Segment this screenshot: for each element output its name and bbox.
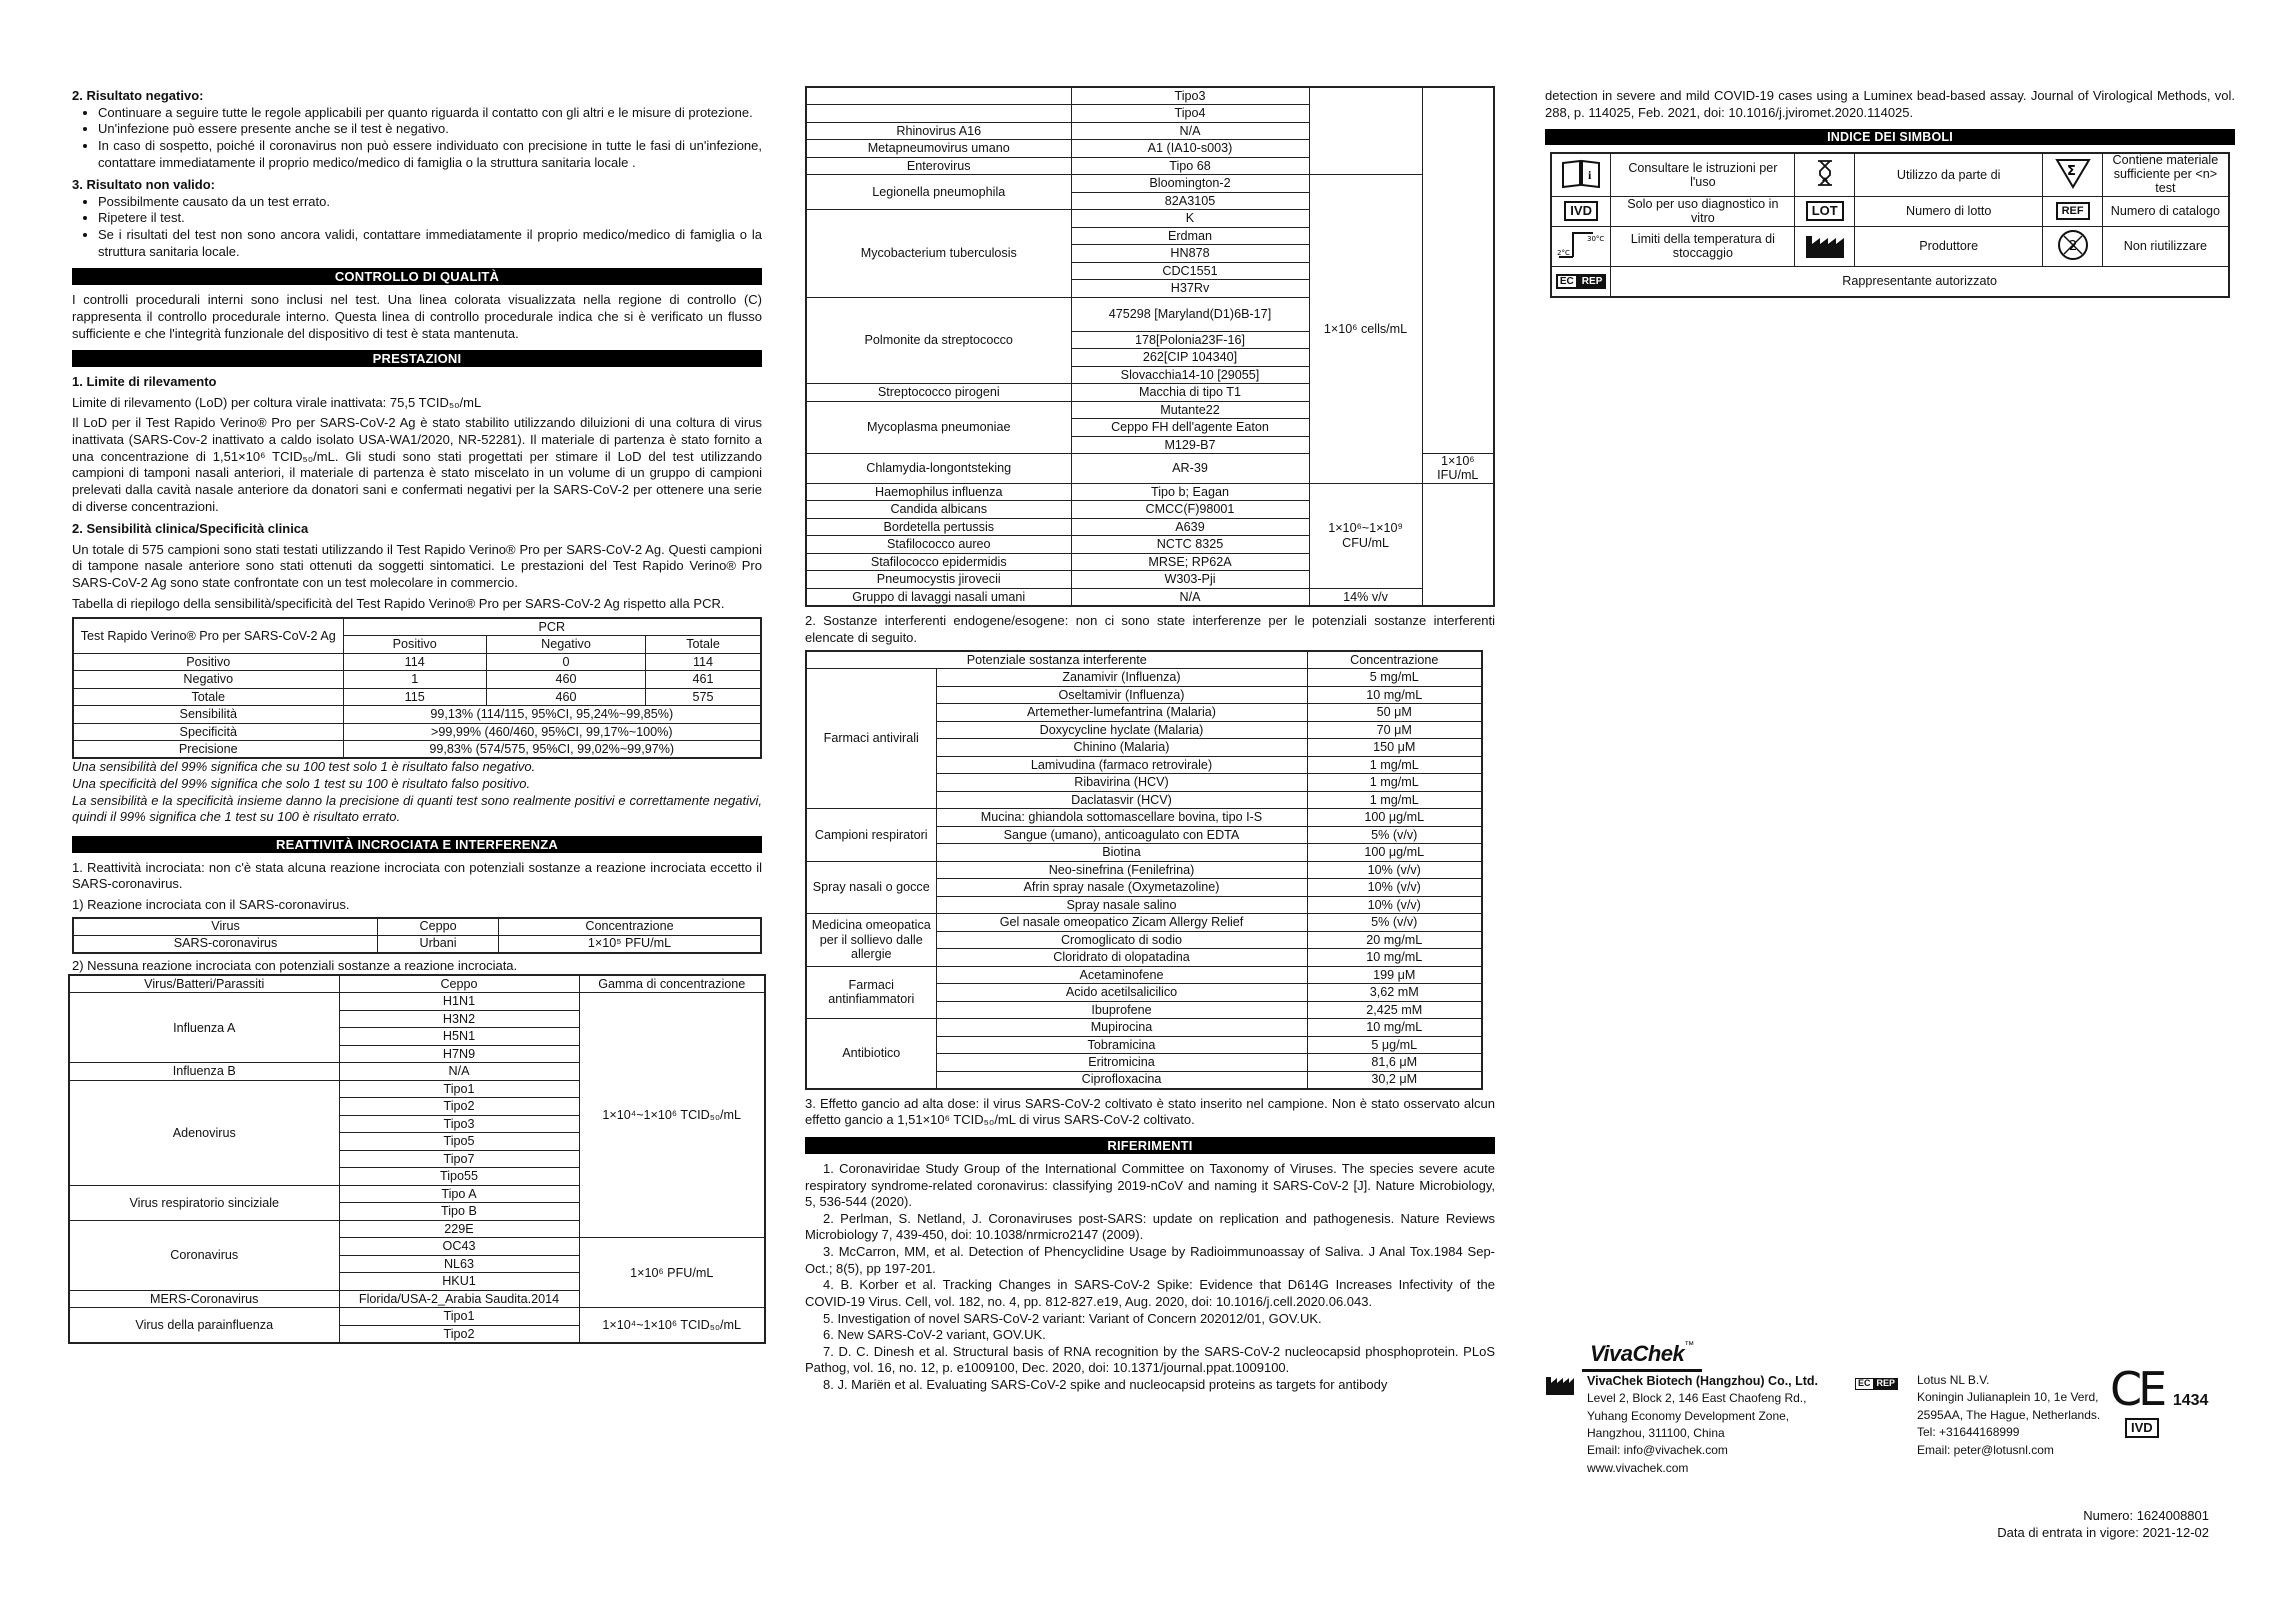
cell: Tipo A — [339, 1185, 579, 1203]
cell: 99,83% (574/575, 95%CI, 99,02%~99,97%) — [343, 741, 761, 759]
email: Email: peter@lotusnl.com — [1917, 1442, 2054, 1457]
ec-rep-icon — [1551, 267, 1611, 297]
cell: 1×10⁴~1×10⁶ TCID₅₀/mL — [579, 1308, 765, 1343]
cell: Cromoglicato di sodio — [936, 931, 1307, 949]
cell: 5 μg/mL — [1307, 1036, 1482, 1054]
cell: Ibuprofene — [936, 1001, 1307, 1019]
cell: 3,62 mM — [1307, 984, 1482, 1002]
cell: 10% (v/v) — [1307, 896, 1482, 914]
cell: Florida/USA-2_Arabia Saudita.2014 — [339, 1290, 579, 1308]
column-header: Negativo — [486, 636, 645, 654]
sensitivity-text: Un totale di 575 campioni sono stati testati utilizzando il Test Rapido Verino® Pro per SARS-CoV-2 Ag. Questi campioni di tampone nasale anteriore sono stati ottenuti da soggetti sintomatici. Le prestazioni del Test Rapido Verino® Pro SARS-CoV-2 Ag sono state confrontate con un test molecolare in commercio. — [72, 541, 762, 590]
rep-glyph: REP — [1874, 1378, 1899, 1390]
cell: W303-Pji — [1071, 571, 1309, 589]
factory-logo-icon — [1545, 1372, 1575, 1401]
cell: 100 μg/mL — [1307, 844, 1482, 862]
column-header: Gamma di concentrazione — [579, 975, 765, 993]
cell: 114 — [646, 653, 761, 671]
cell: 5% (v/v) — [1307, 914, 1482, 932]
temp-high: 30°C — [1587, 234, 1605, 243]
cell: 1 mg/mL — [1307, 791, 1482, 809]
symbols-header: INDICE DEI SIMBOLI — [1545, 129, 2235, 145]
cell: NL63 — [339, 1255, 579, 1273]
group-name: Polmonite da streptococco — [806, 297, 1071, 384]
document-number: Numero: 1624008801 — [2083, 1508, 2209, 1523]
references-header: RIFERIMENTI — [805, 1137, 1495, 1154]
table-row — [806, 809, 1482, 827]
note: La sensibilità e la specificità insieme danno la precisione di quanti test sono realmente positivi e correttamente negativi, quindi il 99% significa che 1 test su 100 è risultato errato. — [72, 792, 762, 825]
negative-result-title: 2. Risultato negativo: — [72, 88, 204, 103]
cell: Metapneumovirus umano — [806, 140, 1071, 158]
group-name: Pneumocystis jirovecii — [806, 571, 1071, 589]
cell: Tipo7 — [339, 1150, 579, 1168]
group-name: Campioni respiratori — [806, 809, 936, 862]
table-row — [73, 688, 761, 706]
column-header: Totale — [646, 636, 761, 654]
cross-intro: 1. Reattività incrociata: non c'è stata alcuna reazione incrociata con potenziali sostanze a reazione incrociata eccetto il SARS-coronavirus. — [72, 859, 762, 892]
book-icon — [1551, 153, 1611, 196]
symbol-label: Non riutilizzare — [2102, 226, 2229, 266]
cell: 30,2 μM — [1307, 1071, 1482, 1089]
group-name: Mycoplasma pneumoniae — [806, 401, 1071, 454]
vivachek-logo — [1590, 1340, 1702, 1372]
group-name: Farmaci antinfiammatori — [806, 966, 936, 1019]
table-row — [73, 935, 761, 953]
column-3 — [1545, 84, 2235, 298]
table-row — [806, 966, 1482, 984]
column-1 — [72, 88, 762, 1344]
cell: Afrin spray nasale (Oxymetazoline) — [936, 879, 1307, 897]
cell: 5 mg/mL — [1307, 669, 1482, 687]
cell — [1309, 87, 1422, 175]
group-name: Candida albicans — [806, 501, 1071, 519]
group-name: MERS-Coronavirus — [69, 1290, 339, 1308]
reference: 7. D. C. Dinesh et al. Structural basis of RNA recognition by the SARS-CoV-2 nucleocapsid phosphoprotein. PLoS Pathog, vol. 16, no. 12, p. e1009100, Dec. 2020, doi: 10.1371/journal.ppat.1009100. — [805, 1343, 1495, 1376]
cell: Cloridrato di olopatadina — [936, 949, 1307, 967]
sigma-icon — [2043, 153, 2102, 196]
references-list — [805, 1161, 1495, 1394]
cell: Bloomington-2 — [1071, 175, 1309, 193]
cell: 229E — [339, 1220, 579, 1238]
manufacturer-block — [1587, 1372, 1818, 1477]
cell: Rhinovirus A16 — [806, 122, 1071, 140]
cell: Mupirocina — [936, 1019, 1307, 1037]
cell: 14% v/v — [1309, 588, 1422, 606]
rep-name: Lotus NL B.V. — [1917, 1373, 1990, 1387]
rep-glyph: REP — [1578, 274, 1607, 289]
cell: 10 mg/mL — [1307, 949, 1482, 967]
cell: N/A — [339, 1063, 579, 1081]
cell: >99,99% (460/460, 95%CI, 99,17%~100%) — [343, 723, 761, 741]
group-name: Chlamydia-longontsteking — [806, 454, 1071, 484]
list-item: • Continuare a seguire tutte le regole applicabili per quanto riguarda il contatto con gli altri e le misure di protezione. — [98, 105, 762, 122]
cell: N/A — [1071, 588, 1309, 606]
table-row — [806, 1019, 1482, 1037]
svg-text:2: 2 — [2068, 238, 2077, 254]
performance-header: PRESTAZIONI — [72, 350, 762, 367]
cell: 1×10⁴~1×10⁶ TCID₅₀/mL — [579, 993, 765, 1238]
table-row — [73, 706, 761, 724]
group-name: Haemophilus influenza — [806, 483, 1071, 501]
group-name: Virus della parainfluenza — [69, 1308, 339, 1343]
cell: Tipo2 — [339, 1098, 579, 1116]
quality-control-text: I controlli procedurali interni sono inclusi nel test. Una linea colorata visualizzata nella regione di controllo (C) rappresenta il controllo procedurale interno. Questa linea di controllo procedurale indica che si è verificato un flusso sufficiente e che l'integrità funzionale del dispositivo di test è stata mantenuta. — [72, 292, 762, 341]
ce-glyph: CE — [2110, 1362, 2164, 1416]
cell: Erdman — [1071, 227, 1309, 245]
cell: Sangue (umano), anticoagulato con EDTA — [936, 826, 1307, 844]
note: Una specificità del 99% significa che solo 1 test su 100 è risultato falso positivo. — [72, 775, 531, 791]
cell: SARS-coronavirus — [73, 935, 378, 953]
cell: Tipo 68 — [1071, 157, 1309, 175]
column-header: Positivo — [343, 636, 486, 654]
cell: 150 μM — [1307, 739, 1482, 757]
symbol-label: Consultare le istruzioni per l'uso — [1611, 153, 1795, 196]
cell: 115 — [343, 688, 486, 706]
cell: 460 — [486, 688, 645, 706]
reference: 5. Investigation of novel SARS-CoV-2 variant: Variant of Concern 202012/01, GOV.UK. — [823, 1310, 1322, 1326]
group-name: Medicina omeopatica per il sollievo dalle allergie — [806, 914, 936, 967]
group-name: Stafilococco epidermidis — [806, 553, 1071, 571]
cell: 10 mg/mL — [1307, 1019, 1482, 1037]
group-name: Streptococco pirogeni — [806, 384, 1071, 402]
cell: Tipo1 — [339, 1080, 579, 1098]
cell: 70 μM — [1307, 721, 1482, 739]
group-name: Adenovirus — [69, 1080, 339, 1185]
ivd-glyph: IVD — [1564, 201, 1598, 221]
cell: 1×10⁶ cells/mL — [1309, 175, 1422, 484]
cell: Zanamivir (Influenza) — [936, 669, 1307, 687]
ec-rep-badge-icon — [1855, 1374, 1898, 1391]
manufacturer-name: VivaChek Biotech (Hangzhou) Co., Ltd. — [1587, 1374, 1819, 1388]
table-row — [73, 741, 761, 759]
cell: 114 — [343, 653, 486, 671]
cell: Eritromicina — [936, 1054, 1307, 1072]
group-name: Bordetella pertussis — [806, 518, 1071, 536]
table-row — [73, 653, 761, 671]
trademark: ™ — [1684, 1340, 1695, 1351]
temp-low: 2°C — [1557, 248, 1570, 257]
column-header: Concentrazione — [1307, 651, 1482, 669]
cell: 575 — [646, 688, 761, 706]
group-name: Mycobacterium tuberculosis — [806, 210, 1071, 298]
lot-glyph: LOT — [1806, 201, 1844, 221]
group-name: Stafilococco aureo — [806, 536, 1071, 554]
reference-continued: detection in severe and mild COVID-19 cases using a Luminex bead-based assay. Journal of Virological Methods, vol. 288, p. 114025, Feb. 2021, doi: 10.1016/j.jviromet.2020.114025. — [1545, 88, 2235, 120]
cross-sub-2: 2) Nessuna reazione incrociata con potenziali sostanze a reazione incrociata. — [72, 957, 518, 973]
cell: Negativo — [73, 671, 343, 689]
cell: 262[CIP 104340] — [1071, 349, 1309, 367]
cell: H1N1 — [339, 993, 579, 1011]
factory-icon — [1795, 226, 1854, 266]
invalid-result-list — [98, 194, 762, 261]
cell: Positivo — [73, 653, 343, 671]
sensitivity-title: 2. Sensibilità clinica/Specificità clinica — [72, 521, 309, 537]
reference: 1. Coronaviridae Study Group of the International Committee on Taxonomy of Viruses. The species severe acute respiratory syndrome-related coronavirus: classifying 2019-nCoV and naming it SARS-CoV-2 [J]. Nature Microbiology, 5, 536-544 (2020). — [805, 1160, 1495, 1210]
cell: Sensibilità — [73, 706, 343, 724]
brand-name: VivaChek — [1590, 1341, 1685, 1366]
cell: Doxycycline hyclate (Malaria) — [936, 721, 1307, 739]
symbol-label: Numero di catalogo — [2102, 196, 2229, 226]
cell: MRSE; RP62A — [1071, 553, 1309, 571]
column-header: Potenziale sostanza interferente — [806, 651, 1307, 669]
cell: 1 — [343, 671, 486, 689]
cell: H7N9 — [339, 1045, 579, 1063]
list-item: • Se i risultati del test non sono ancora validi, contattare immediatamente il proprio medico/medico di famiglia o la struttura sanitaria locale. — [98, 227, 762, 260]
interference-intro: 2. Sostanze interferenti endogene/esogene: non ci sono state interferenze per le potenziali sostanze interferenti elencate di seguito. — [805, 612, 1495, 645]
cell: CDC1551 — [1071, 262, 1309, 280]
cell: 460 — [486, 671, 645, 689]
cell: 5% (v/v) — [1307, 826, 1482, 844]
hook-effect-text: 3. Effetto gancio ad alta dose: il virus SARS-CoV-2 coltivato è stato inserito nel campione. Non è stato osservato alcun effetto gancio a 1,51×10⁶ TCID₅₀/mL di virus SARS-CoV-2 coltivato. — [805, 1095, 1495, 1128]
group-name: Virus respiratorio sinciziale — [69, 1185, 339, 1220]
cell: 1×10⁶ PFU/mL — [579, 1238, 765, 1308]
cell: K — [1071, 210, 1309, 228]
group-name: Spray nasali o gocce — [806, 861, 936, 914]
cell: 81,6 μM — [1307, 1054, 1482, 1072]
reference: 3. McCarron, MM, et al. Detection of Phencyclidine Usage by Radioimmunoassay of Saliva. J Anal Tox.1984 Sep-Oct.; 8(5), pp 197-201. — [805, 1244, 1495, 1276]
reference: 4. B. Korber et al. Tracking Changes in SARS-CoV-2 Spike: Evidence that D614G Increases Infectivity of the COVID-19 Virus. Cell, vol. 182, no. 4, pp. 812-827.e19, Aug. 2020, doi: 10.1016/j.cell.2020.06.043. — [805, 1277, 1495, 1309]
ref-glyph: REF — [2056, 202, 2090, 220]
group-name: Legionella pneumophila — [806, 175, 1071, 210]
table-row — [806, 669, 1482, 687]
pcr-header: PCR — [343, 618, 761, 636]
cross-reactivity-table — [68, 974, 766, 1344]
cross-reactivity-table-cont — [805, 86, 1495, 607]
cell: Tipo3 — [339, 1115, 579, 1133]
symbol-label: Limiti della temperatura di stoccaggio — [1611, 226, 1795, 266]
website: www.vivachek.com — [1587, 1460, 1689, 1475]
cell: Biotina — [936, 844, 1307, 862]
cross-sub-1: 1) Reazione incrociata con il SARS-coronavirus. — [72, 897, 350, 912]
cell: 2,425 mM — [1307, 1001, 1482, 1019]
effective-date: Data di entrata in vigore: 2021-12-02 — [1997, 1524, 2209, 1540]
cell: 1×10⁵ PFU/mL — [499, 935, 761, 953]
ce-mark — [2110, 1360, 2208, 1419]
reference: 8. J. Mariën et al. Evaluating SARS-CoV-2 spike and nucleocapsid proteins as targets for antibody — [823, 1377, 1388, 1393]
column-header: Ceppo — [339, 975, 579, 993]
cell: Tipo B — [339, 1203, 579, 1221]
cell: H5N1 — [339, 1028, 579, 1046]
column-header: Ceppo — [378, 918, 499, 936]
symbol-label: Contiene materiale sufficiente per <n> test — [2102, 153, 2229, 196]
cell — [806, 87, 1071, 105]
address-line: Level 2, Block 2, 146 East Chaofeng Rd., — [1587, 1391, 1807, 1406]
quality-control-header: CONTROLLO DI QUALITÀ — [72, 268, 762, 285]
cell: AR-39 — [1071, 454, 1309, 484]
group-name: Influenza B — [69, 1063, 339, 1081]
cell: Lamivudina (farmaco retrovirale) — [936, 756, 1307, 774]
cell: 1×10⁶~1×10⁹ CFU/mL — [1309, 483, 1422, 588]
symbol-label: Solo per uso diagnostico in vitro — [1611, 196, 1795, 226]
document-info — [1997, 1508, 2209, 1542]
symbol-label: Numero di lotto — [1854, 196, 2043, 226]
symbol-label: Utilizzo da parte di — [1854, 153, 2043, 196]
cell: H37Rv — [1071, 280, 1309, 298]
note: Una sensibilità del 99% significa che su 100 test solo 1 è risultato falso negativo. — [72, 759, 536, 775]
cell: Tipo4 — [1071, 105, 1309, 123]
cell: 10% (v/v) — [1307, 879, 1482, 897]
column-header: Virus/Batteri/Parassiti — [69, 975, 339, 993]
cell: Oseltamivir (Influenza) — [936, 686, 1307, 704]
cell: 1 mg/mL — [1307, 774, 1482, 792]
group-name: Coronavirus — [69, 1220, 339, 1290]
temperature-icon — [1551, 226, 1611, 266]
cell: Spray nasale salino — [936, 896, 1307, 914]
table-row — [73, 723, 761, 741]
authorized-rep-block — [1917, 1372, 2100, 1459]
cell: Specificità — [73, 723, 343, 741]
group-name: Gruppo di lavaggi nasali umani — [806, 588, 1071, 606]
negative-result-list — [98, 105, 762, 172]
group-name: Antibiotico — [806, 1019, 936, 1089]
cell: 475298 [Maryland(D1)6B-17] — [1071, 297, 1309, 331]
cell: 461 — [646, 671, 761, 689]
lod-title: 1. Limite di rilevamento — [72, 374, 217, 390]
symbols-table — [1550, 152, 2230, 297]
cell: Tobramicina — [936, 1036, 1307, 1054]
cell: A639 — [1071, 518, 1309, 536]
list-item: • Ripetere il test. — [98, 210, 762, 227]
cell — [806, 105, 1071, 123]
cell: Tipo5 — [339, 1133, 579, 1151]
sars-table — [72, 917, 762, 954]
symbol-label: Rappresentante autorizzato — [1611, 267, 2229, 297]
cell: 0 — [486, 653, 645, 671]
cell: Tipo1 — [339, 1308, 579, 1326]
cell: Neo-sinefrina (Fenilefrina) — [936, 861, 1307, 879]
column-header: Virus — [73, 918, 378, 936]
ec-glyph: EC — [1855, 1378, 1874, 1390]
cell: HKU1 — [339, 1273, 579, 1291]
email: Email: info@vivachek.com — [1587, 1443, 1728, 1458]
cell: 199 μM — [1307, 966, 1482, 984]
ec-glyph: EC — [1556, 274, 1578, 289]
list-item: • Possibilmente causato da un test errato. — [98, 194, 762, 211]
reference: 6. New SARS-CoV-2 variant, GOV.UK. — [823, 1327, 1046, 1343]
sigma-glyph: Σ — [2066, 164, 2076, 180]
column-header: Concentrazione — [499, 918, 761, 936]
cell: CMCC(F)98001 — [1071, 501, 1309, 519]
table-row — [806, 861, 1482, 879]
cell: 1 mg/mL — [1307, 756, 1482, 774]
table-row — [806, 914, 1482, 932]
symbol-label: Produttore — [1854, 226, 2043, 266]
cell: A1 (IA10-s003) — [1071, 140, 1309, 158]
lod-line: Limite di rilevamento (LoD) per coltura virale inattivata: 75,5 TCID₅₀/mL — [72, 394, 482, 410]
svg-text:i: i — [1588, 168, 1592, 183]
cell: Ribavirina (HCV) — [936, 774, 1307, 792]
cell: Tipo2 — [339, 1325, 579, 1343]
notified-body-number: 1434 — [2172, 1392, 2209, 1409]
group-name: Farmaci antivirali — [806, 669, 936, 809]
cell: Totale — [73, 688, 343, 706]
cell: 50 μM — [1307, 704, 1482, 722]
interference-table — [805, 650, 1483, 1090]
cell: Acido acetilsalicilico — [936, 984, 1307, 1002]
table-row — [73, 671, 761, 689]
cell: 10 mg/mL — [1307, 686, 1482, 704]
cell: 178[Polonia23F-16] — [1071, 331, 1309, 349]
cross-reactivity-header: REATTIVITÀ INCROCIATA E INTERFERENZA — [72, 836, 762, 853]
cell: N/A — [1071, 122, 1309, 140]
cell: Daclatasvir (HCV) — [936, 791, 1307, 809]
cell: 10% (v/v) — [1307, 861, 1482, 879]
hourglass-icon — [1795, 153, 1854, 196]
ivd-mark-icon — [2125, 1418, 2159, 1438]
list-item: • In caso di sospetto, poiché il coronavirus non può essere individuato con precisione in tutte le fasi di un'infezione, contattare immediatamente il proprio medico/medico di famiglia o la struttura sanitaria locale . — [98, 138, 762, 171]
lot-icon — [1795, 196, 1854, 226]
cell: H3N2 — [339, 1010, 579, 1028]
column-2 — [805, 86, 1495, 1394]
address-line: Koningin Julianaplein 10, 1e Verd, — [1917, 1390, 2099, 1405]
cell: Mucina: ghiandola sottomascellare bovina, tipo I-S — [936, 809, 1307, 827]
ivd-icon — [1551, 196, 1611, 226]
cell: Mutante22 — [1071, 401, 1309, 419]
cell: M129-B7 — [1071, 436, 1309, 454]
cell: Tipo b; Eagan — [1071, 483, 1309, 501]
reference: 2. Perlman, S. Netland, J. Coronaviruses post-SARS: update on replication and pathogenesis. Nature Reviews Microbiology 7, 439-450, doi: 10.1038/nrmicro2147 (2009). — [805, 1210, 1495, 1243]
cell: Artemether-lumefantrina (Malaria) — [936, 704, 1307, 722]
address-line: Hangzhou, 311100, China — [1587, 1425, 1725, 1440]
cell: 82A3105 — [1071, 192, 1309, 210]
ivd-glyph: IVD — [2125, 1418, 2159, 1438]
cell: Precisione — [73, 741, 343, 759]
cell: HN878 — [1071, 245, 1309, 263]
no-reuse-icon — [2043, 226, 2102, 266]
cell: OC43 — [339, 1238, 579, 1256]
lod-text: Il LoD per il Test Rapido Verino® Pro per SARS-CoV-2 Ag è stato stabilito utilizzando diluizioni di una coltura di virus inattivata (SARS-Cov-2 inattivato a caldo isolato USA-WA1/2020, NR-52281). Il materiale di partenza è stato fornito a una concentrazione di 1,51×10⁶ TCID₅₀/mL. Gli studi sono stati progettati per stimare il LoD del test utilizzando campioni di tamponi nasali anteriori, il materiale di partenza è stato miscelato in un volume di un gruppo di campioni prelevati dalla cavità nasale anteriore da donatori sani e confermati negativi per la SARS-CoV-2 per ottenere una serie di diverse concentrazioni. — [72, 415, 762, 514]
cell: Macchia di tipo T1 — [1071, 384, 1309, 402]
cell: NCTC 8325 — [1071, 536, 1309, 554]
cell: Slovacchia14-10 [29055] — [1071, 366, 1309, 384]
cell: 20 mg/mL — [1307, 931, 1482, 949]
address-line: Yuhang Economy Development Zone, — [1587, 1408, 1790, 1423]
cell: Acetaminofene — [936, 966, 1307, 984]
cell: Chinino (Malaria) — [936, 739, 1307, 757]
group-name: Influenza A — [69, 993, 339, 1063]
cell: Urbani — [378, 935, 499, 953]
cell: Tipo3 — [1071, 87, 1309, 105]
cell: Gel nasale omeopatico Zicam Allergy Relief — [936, 914, 1307, 932]
cell: 99,13% (114/115, 95%CI, 95,24%~99,85%) — [343, 706, 761, 724]
cell: 100 μg/mL — [1307, 809, 1482, 827]
cell: 1×10⁶ IFU/mL — [1422, 454, 1494, 484]
phone: Tel: +31644168999 — [1917, 1425, 2020, 1440]
cell: Tipo55 — [339, 1168, 579, 1186]
cell: Ciprofloxacina — [936, 1071, 1307, 1089]
sensitivity-table-intro: Tabella di riepilogo della sensibilità/specificità del Test Rapido Verino® Pro per SARS-CoV-2 Ag rispetto alla PCR. — [72, 595, 725, 611]
ref-icon — [2043, 196, 2102, 226]
address-line: 2595AA, The Hague, Netherlands. — [1917, 1407, 2101, 1422]
invalid-result-title: 3. Risultato non valido: — [72, 177, 216, 193]
list-item: • Un'infezione può essere presente anche se il test è negativo. — [98, 121, 762, 138]
cell: Enterovirus — [806, 157, 1071, 175]
table-corner: Test Rapido Verino® Pro per SARS-CoV-2 Ag — [73, 618, 343, 653]
cell: Ceppo FH dell'agente Eaton — [1071, 419, 1309, 437]
performance-table — [72, 617, 762, 759]
